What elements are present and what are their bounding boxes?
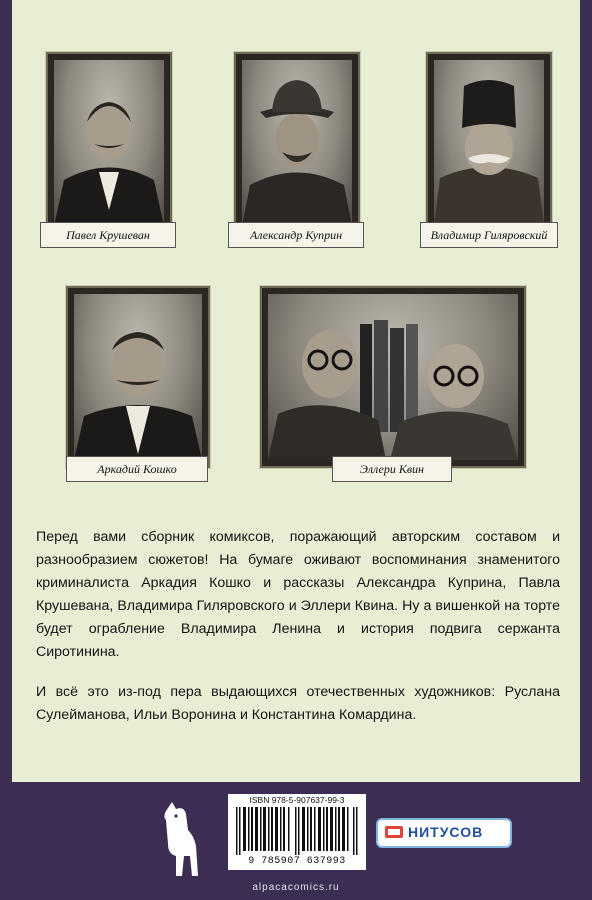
portrait-photo — [434, 60, 544, 226]
description-text — [36, 526, 560, 744]
caption-koshko: Аркадий Кошко — [66, 456, 208, 482]
description-paragraph: И всё это из-под пера выдающихся отечественных художников: Руслана Сулейманова, Ильи Воронина и Константина Комардина. — [36, 684, 560, 723]
portrait-ellery-queen — [260, 286, 526, 468]
website-url: alpacacomics.ru — [252, 882, 340, 893]
description-paragraph: Перед вами сборник комиксов, поражающий авторским составом и разнообразием сюжетов! На бумаге оживают воспоминания знаменитого криминалиста Аркадия Кошко и рассказы Александра Куприна, Павла Крушевана, Владимира Гиляровского и Эллери Квина. Ну а вишенкой на торте будет ограбление Владимира Ленина и история подвига сержанта Сиротинина. — [36, 529, 560, 660]
caption-kuprin: Александр Куприн — [228, 222, 364, 248]
caption-ellery-queen: Эллери Квин — [332, 456, 452, 482]
portrait-photo — [242, 60, 352, 226]
caption-krushevan: Павел Крушеван — [40, 222, 176, 248]
portrait-kuprin — [234, 52, 360, 234]
publisher-name: НИТУСОВ — [408, 824, 484, 840]
portrait-photo — [74, 294, 202, 460]
portrait-krushevan — [46, 52, 172, 234]
publisher-emblem-icon — [384, 823, 404, 841]
barcode — [228, 794, 366, 870]
barcode-digits: 9 785907 637993 — [248, 856, 346, 867]
publisher-logo — [376, 818, 512, 848]
portrait-photo — [268, 294, 518, 460]
portrait-gilyarovsky — [426, 52, 552, 234]
barcode-bars — [236, 807, 358, 855]
caption-gilyarovsky: Владимир Гиляровский — [420, 222, 558, 248]
portrait-photo — [54, 60, 164, 226]
alpaca-logo-icon — [150, 800, 210, 878]
portrait-koshko — [66, 286, 210, 468]
isbn-text: ISBN 978-5-907637-99-3 — [249, 795, 345, 805]
